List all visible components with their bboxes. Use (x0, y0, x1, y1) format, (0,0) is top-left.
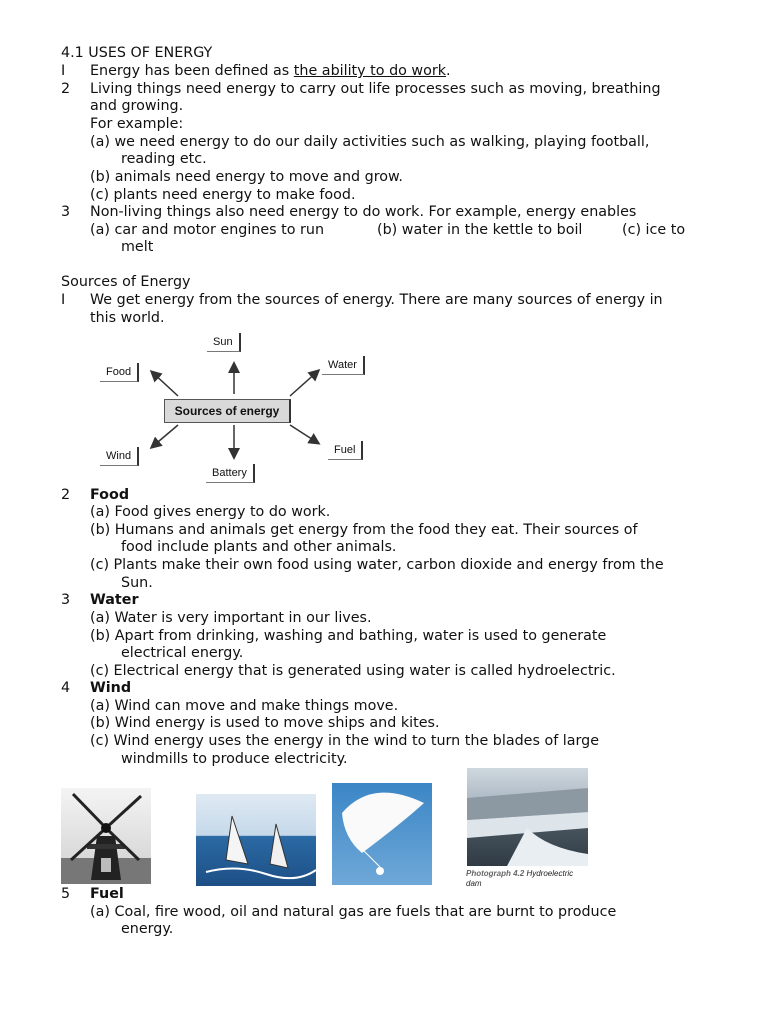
item-number: 3 (61, 592, 71, 608)
list-item: (c) Plants make their own food using water, carbon dioxide and energy from the (90, 557, 664, 573)
text-line: Non-living things also need energy to do work. For example, energy enables (90, 204, 637, 220)
source-sun: Sun (207, 333, 241, 352)
list-item-cont: melt (121, 239, 154, 255)
list-item: (b) Humans and animals get energy from the food they eat. Their sources of (90, 522, 638, 538)
list-item: (c) plants need energy to make food. (90, 187, 356, 203)
list-item: (b) Apart from drinking, washing and bathing, water is used to generate (90, 628, 607, 644)
windsurf-photo (196, 794, 316, 886)
text-line: and growing. (90, 98, 184, 114)
text-line: We get energy from the sources of energy. There are many sources of energy in (90, 292, 663, 308)
section-title: Water (90, 592, 139, 608)
text-line: Living things need energy to carry out life processes such as moving, breathing (90, 81, 661, 97)
arrow-downleft (152, 425, 178, 447)
sources-center-box: Sources of energy (164, 399, 291, 423)
section-title: Fuel (90, 886, 124, 902)
dam-image (467, 768, 588, 866)
item-number: 5 (61, 886, 71, 902)
source-wind: Wind (100, 447, 139, 466)
list-item: (a) Food gives energy to do work. (90, 504, 331, 520)
windsurf-image (196, 794, 316, 886)
page-heading: 4.1 USES OF ENERGY (61, 45, 213, 61)
windmill-image (61, 788, 151, 884)
list-item-cont: food include plants and other animals. (121, 539, 397, 555)
list-item: (a) we need energy to do our daily activities such as walking, playing football, (90, 134, 650, 150)
list-item-cont: reading etc. (121, 151, 207, 167)
section-title: Sources of Energy (61, 274, 191, 290)
definition-post: . (446, 63, 451, 79)
list-item-cont: energy. (121, 921, 174, 937)
list-item-cont: electrical energy. (121, 645, 244, 661)
item-number: I (61, 63, 66, 79)
list-item-cont: windmills to produce electricity. (121, 751, 348, 767)
caption-label: Photograph 4.2 (466, 869, 525, 878)
item-number: 2 (61, 81, 71, 97)
caption-text2: dam (466, 879, 482, 888)
photo-caption (466, 869, 573, 889)
item-number: 4 (61, 680, 71, 696)
caption-text: Hydroelectric (524, 869, 574, 878)
sources-diagram (90, 330, 390, 485)
list-item: (a) car and motor engines to run (90, 222, 325, 238)
definition-pre: Energy has been defined as (90, 63, 294, 79)
source-battery: Battery (206, 464, 255, 483)
section-title: Wind (90, 680, 132, 696)
definition-underlined: the ability to do work (293, 63, 447, 79)
source-food: Food (100, 363, 139, 382)
list-item: (b) Wind energy is used to move ships and kites. (90, 715, 440, 731)
item-number: 2 (61, 487, 71, 503)
source-water: Water (322, 356, 365, 375)
text-line: this world. (90, 310, 165, 326)
arrow-downright (290, 425, 318, 443)
item-number: I (61, 292, 66, 308)
list-item-cont: Sun. (121, 575, 153, 591)
list-item: (a) Wind can move and make things move. (90, 698, 399, 714)
list-item: (a) Water is very important in our lives. (90, 610, 372, 626)
source-fuel: Fuel (328, 441, 363, 460)
arrow-upleft (152, 372, 178, 396)
arrow-upright (290, 371, 318, 396)
windmill-photo (61, 788, 151, 884)
definition-line (90, 63, 451, 80)
dam-photo (467, 768, 588, 866)
item-number: 3 (61, 204, 71, 220)
list-item: (c) Wind energy uses the energy in the wind to turn the blades of large (90, 733, 600, 749)
section-title: Food (90, 487, 130, 503)
list-item: (c) Electrical energy that is generated using water is called hydroelectric. (90, 663, 616, 679)
kite-photo (332, 783, 432, 885)
list-item: (b) water in the kettle to boil (377, 222, 583, 238)
list-item: (a) Coal, fire wood, oil and natural gas are fuels that are burnt to produce (90, 904, 617, 920)
text-line: For example: (90, 116, 184, 132)
paraglider-image (332, 783, 432, 885)
list-item: (c) ice to (622, 222, 686, 238)
list-item: (b) animals need energy to move and grow. (90, 169, 403, 185)
